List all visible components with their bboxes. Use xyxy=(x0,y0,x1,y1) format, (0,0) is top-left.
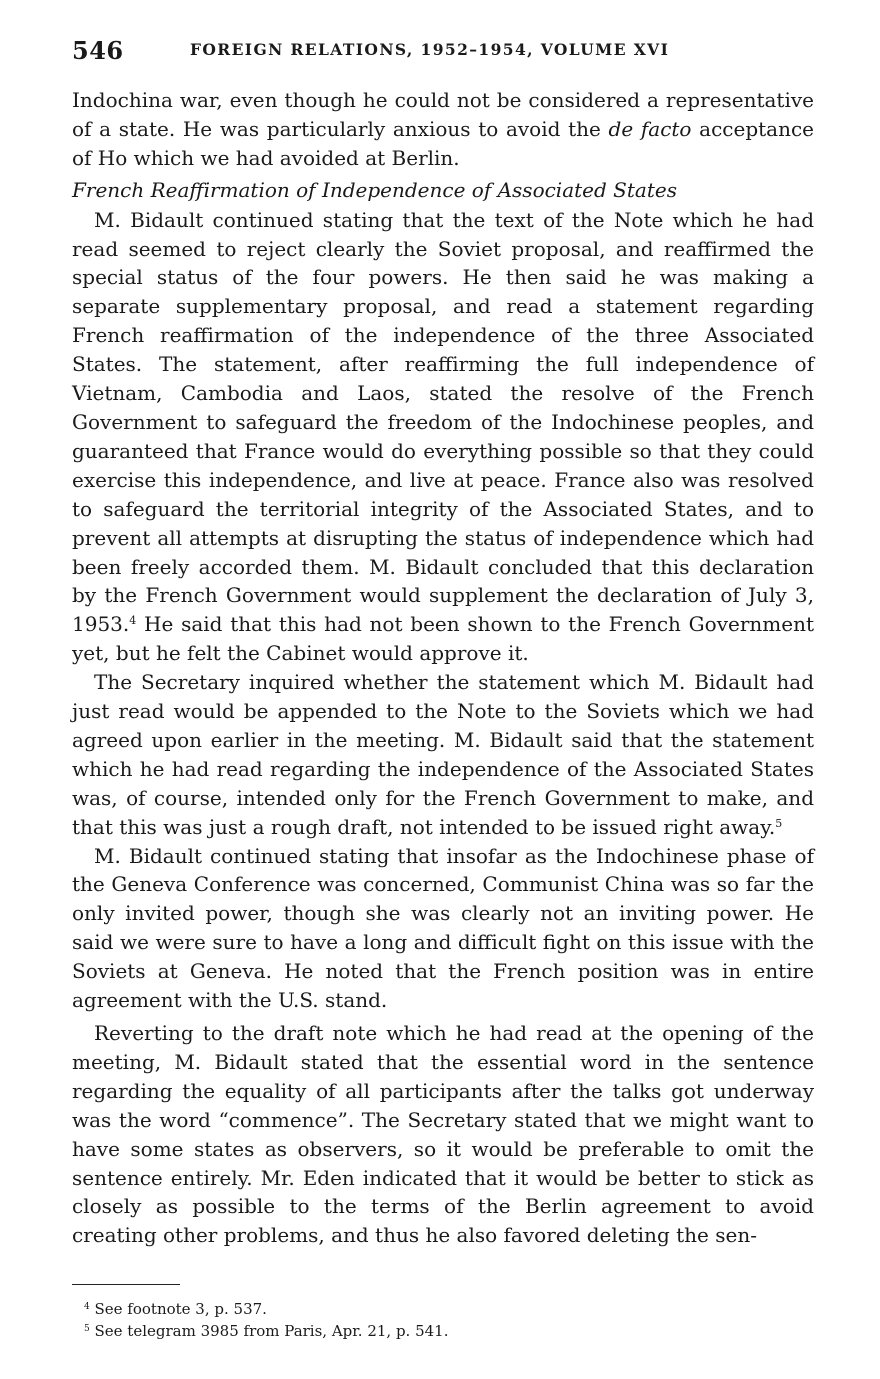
paragraph-1-text-a: Indochina war, even though he could not be considered a representative of a state. He was particularly anxious to avoid the xyxy=(72,88,814,141)
paragraph-2-text-b: He said that this had not been shown to the French Government yet, but he felt the Cabinet would approve it. xyxy=(72,612,814,666)
paragraph-3 xyxy=(72,668,814,841)
footnote-text: See telegram 3985 from Paris, Apr. 21, p. 541. xyxy=(89,1322,449,1340)
paragraph-1-text-b: acceptance of Ho which we had avoided at Berlin. xyxy=(72,116,815,170)
page-header xyxy=(72,36,817,68)
footnote-4 xyxy=(84,1298,784,1320)
footnote-marker: 4 xyxy=(84,1302,90,1312)
footnote-text: See footnote 3, p. 537. xyxy=(89,1300,267,1318)
running-title: FOREIGN RELATIONS, 1952–1954, VOLUME XVI xyxy=(190,40,670,59)
footnote-ref-5[interactable]: 5 xyxy=(775,816,783,830)
footnote-ref-4[interactable]: 4 xyxy=(129,614,137,628)
footnote-marker: 5 xyxy=(84,1324,90,1334)
paragraph-3-text: The Secretary inquired whether the statement which M. Bidault had just read would be appended to the Note to the Soviets which we had agreed upon earlier in the meeting. M. Bidault said that the statement which he had read regarding the independence of the Associated States was, of course, intended only for the French Government to make, and that this was just a rough draft, not intended to be issued right away. xyxy=(72,670,814,839)
paragraph-2-text-a: M. Bidault continued stating that the text of the Note which he had read seemed to reject clearly the Soviet proposal, and reaffirmed the special status of the four powers. He then said he was making a separate supplementary proposal, and read a statement regarding French reaffirmation of the independence of the three Associated States. The statement, after reaffirming the full independence of Vietnam, Cambodia and Laos, stated the resolve of the French Government to safeguard the freedom of the Indochinese peoples, and guaranteed that France would do everything possible so that they could exercise this independence, and live at peace. France also was resolved to safeguard the territorial integrity of the Associated States, and to prevent all attempts at disrupting the status of independence which had been freely accorded them. M. Bidault concluded that this declaration by the French Government would supplement the declaration of July 3, 1953. xyxy=(72,207,814,637)
paragraph-5: Reverting to the draft note which he had read at the opening of the meeting, M. Bidault stated that the essential word in the sentence regarding the equality of all participants after the talks got underway was the word “commence”. The Secretary stated that we might want to have some states as observers, so it would be preferable to omit the sentence entirely. Mr. Eden indicated that it would be better to stick as closely as possible to the terms of the Berlin agreement to avoid creating other problems, and thus he also favored deleting the sen- xyxy=(72,1021,814,1248)
paragraph-1 xyxy=(72,86,814,173)
section-subheading: French Reaffirmation of Independence of Associated States xyxy=(72,177,677,202)
paragraph-2 xyxy=(72,206,814,669)
footnote-5 xyxy=(84,1320,784,1342)
italic-phrase: de facto xyxy=(608,116,692,141)
body-text xyxy=(72,86,814,1250)
paragraph-4: M. Bidault continued stating that insofar as the Indochinese phase of the Geneva Conference was concerned, Communist China was so far the only invited power, though she was clearly not an inviting power. He said we were sure to have a long and difficult fight on this issue with the Soviets at Geneva. He noted that the French position was in entire agreement with the U.S. stand. xyxy=(72,843,814,1013)
footnote-divider xyxy=(72,1284,180,1285)
footnotes xyxy=(84,1298,784,1342)
page-number: 546 xyxy=(72,36,124,65)
